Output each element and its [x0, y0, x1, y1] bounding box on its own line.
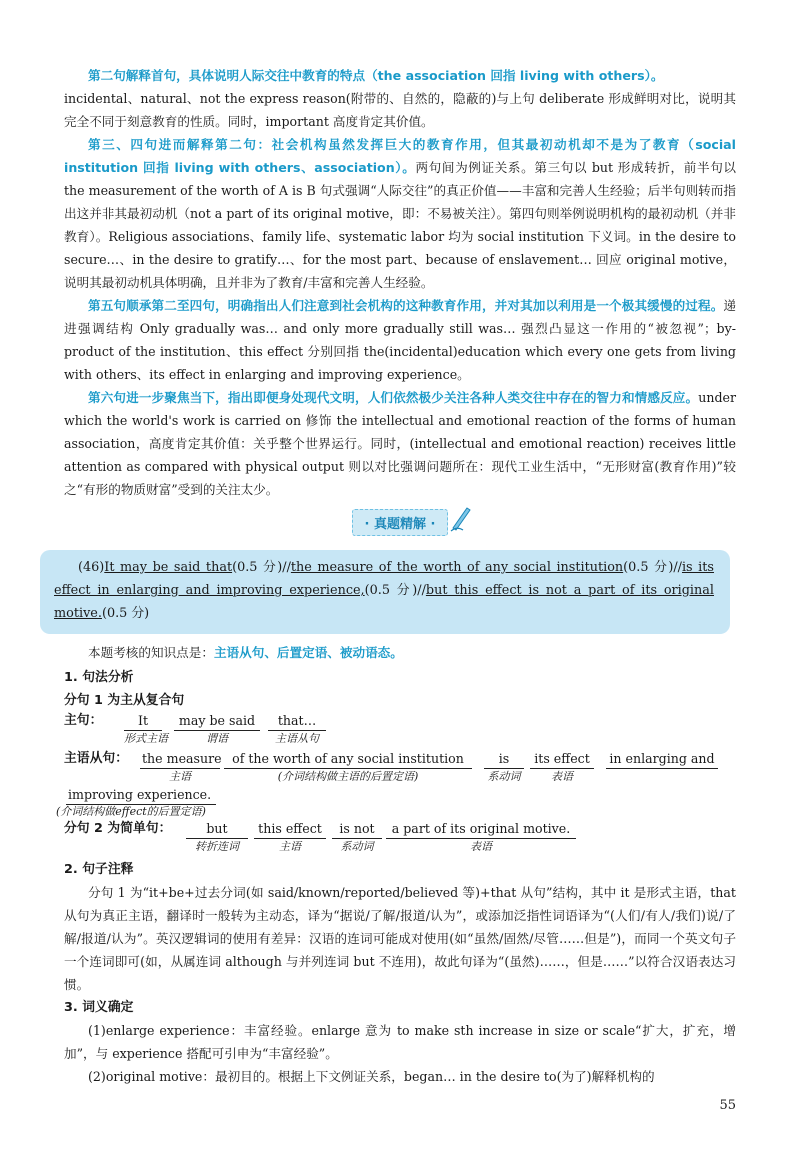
page-number: 55: [719, 1098, 736, 1113]
grammar-part: but 转折连词: [186, 820, 248, 855]
grammar-part: a part of its original motive. 表语: [386, 820, 576, 855]
grammar-part: the measure 主语: [142, 751, 222, 783]
clause-2-row: 分句 2 为简单句： but 转折连词 this effect 主语 is not 系动词 a part of its original motive. 表语: [64, 820, 736, 858]
grammar-part: that… 主语从句: [268, 712, 326, 747]
section-banner: · 真题精解 ·: [64, 509, 736, 535]
pen-icon: [449, 504, 473, 532]
grammar-part: may be said 谓语: [174, 712, 260, 747]
answer-box: [40, 550, 730, 634]
grammar-part: is not 系动词: [332, 820, 382, 855]
grammar-part: its effect 表语: [530, 750, 594, 785]
section-title-1: 1. 句法分析: [64, 670, 134, 685]
subject-clause-continued: [56, 786, 736, 820]
intro-line: 本题考核的知识点是：主语从句、后置定语、被动语态。: [88, 645, 403, 660]
grammar-part: is 系动词: [484, 750, 524, 785]
section-3-item-1: (1)enlarge experience：丰富经验。enlarge 意为 to make sth increase in size or scale“扩大，扩充，增加”，与 experience 搭配可引申为“丰富经验”。: [64, 1023, 736, 1061]
grammar-part: in enlarging and: [606, 750, 718, 769]
grammar-part: this effect 主语: [254, 820, 326, 855]
main-clause-row: 主句： It 形式主语 may be said 谓语 that… 主语从句: [64, 712, 736, 750]
section-3-item-2: (2)original motive：最初目的。根据上下文例证关系，began… in the desire to(为了)解释机构的: [88, 1069, 655, 1084]
grammar-part: It 形式主语: [124, 713, 168, 745]
paragraph-2: 第三、四句进而解释第二句：社会机构虽然发挥巨大的教育作用，但其最初动机却不是为了教育（social institution 回指 living with others、association）。两句间为例证关系。第三句以 but 形成转折，前半句以 the measurement of the worth of A is B 句式强调“人际交往”的真正价值——丰富和完善人生经验；后半句则转而指出这并非其最初动机（not a part of its original motive，即：不易被关注）。第四句则举例说明机构的最初动机（并非教育）。Religious associations、family life、systematic labor 均为 social institution 下义词。in the desire to secure…、in the desire to gratify…、for the most part、because of enslavement… 回应 original motive，说明其最初动机具体明确，且并非为了教育/丰富和完善人生经验。: [64, 137, 736, 290]
subject-clause-row: 主语从句： the measure 主语 of the worth of any social institution (介词结构做主语的后置定语) is 系动词 its effect 表语 in enlarging and: [64, 750, 736, 786]
section-2-text: 分句 1 为“it+be+过去分词(如 said/known/reported/believed 等)+that 从句”结构，其中 it 是形式主语，that 从句为真正主语，翻译时一般转为主动态，译为“据说/了解/报道/认为”，或添加泛指性词语译为“(人们/有人/我们)说/了解/报道/认为”。英汉逻辑词的使用有差异：汉语的连词可能成对使用(如“虽然/固然/尽管……但是”)，而同一个英文句子一个连词即可(如，从属连词 although 与并列连词 but 不连用)，故此句译为“(虽然)……，但是……”以符合汉语表达习惯。: [64, 885, 736, 992]
paragraph-4: 第六句进一步聚焦当下，指出即便身处现代文明，人们依然极少关注各种人类交往中存在的智力和情感反应。under which the world's work is carried on 修饰 the intellectual and emotional reaction of the forms of human association，高度肯定其价值：关乎整个世界运行。同时，(intellectual and emotional reaction) receives little attention as compared with physical output 则以对比强调问题所在：现代工业生活中，“无形财富(教育作用)”较之“有形的物质财富”受到的关注太少。: [64, 390, 736, 497]
grammar-part: of the worth of any social institution (介词结构做主语的后置定语): [224, 750, 472, 785]
section-title-3: 3. 词义确定: [64, 1000, 134, 1015]
paragraph-1: 第二句解释首句，具体说明人际交往中教育的特点（the association 回指 living with others）。 incidental、natural、not the express reason(附带的、自然的，隐蔽的)与上句 deliberate 形成鲜明对比，说明其完全不同于刻意教育的性质。同时，important 高度肯定其价值。: [64, 68, 736, 129]
section-title-2: 2. 句子注释: [64, 862, 134, 877]
upper-text: [64, 64, 736, 545]
paragraph-3: 第五句顺承第二至四句，明确指出人们注意到社会机构的这种教育作用，并对其加以利用是一个极其缓慢的过程。递进强调结构 Only gradually was… and only more gradually still was… 强烈凸显这一作用的“被忽视”；by-product of the institution、this effect 分别回指 the(incidental)education which every one gets from living with others、its effect in enlarging and improving experience。: [64, 298, 736, 382]
clause-1-heading: 分句 1 为主从复合句: [64, 693, 185, 708]
grammar-part: improving experience.: [66, 786, 216, 805]
answer-text: (46)It may be said that(0.5 分)//the measure of the worth of any social institution(0.5 分)//is its effect in enlarging and improving experience,(0.5 分)//but this effect is not a part of its original motive.(0.5 分): [54, 560, 714, 621]
grammar-note: (介词结构做effect的后置定语): [56, 805, 206, 818]
analysis-section: [56, 640, 736, 1088]
